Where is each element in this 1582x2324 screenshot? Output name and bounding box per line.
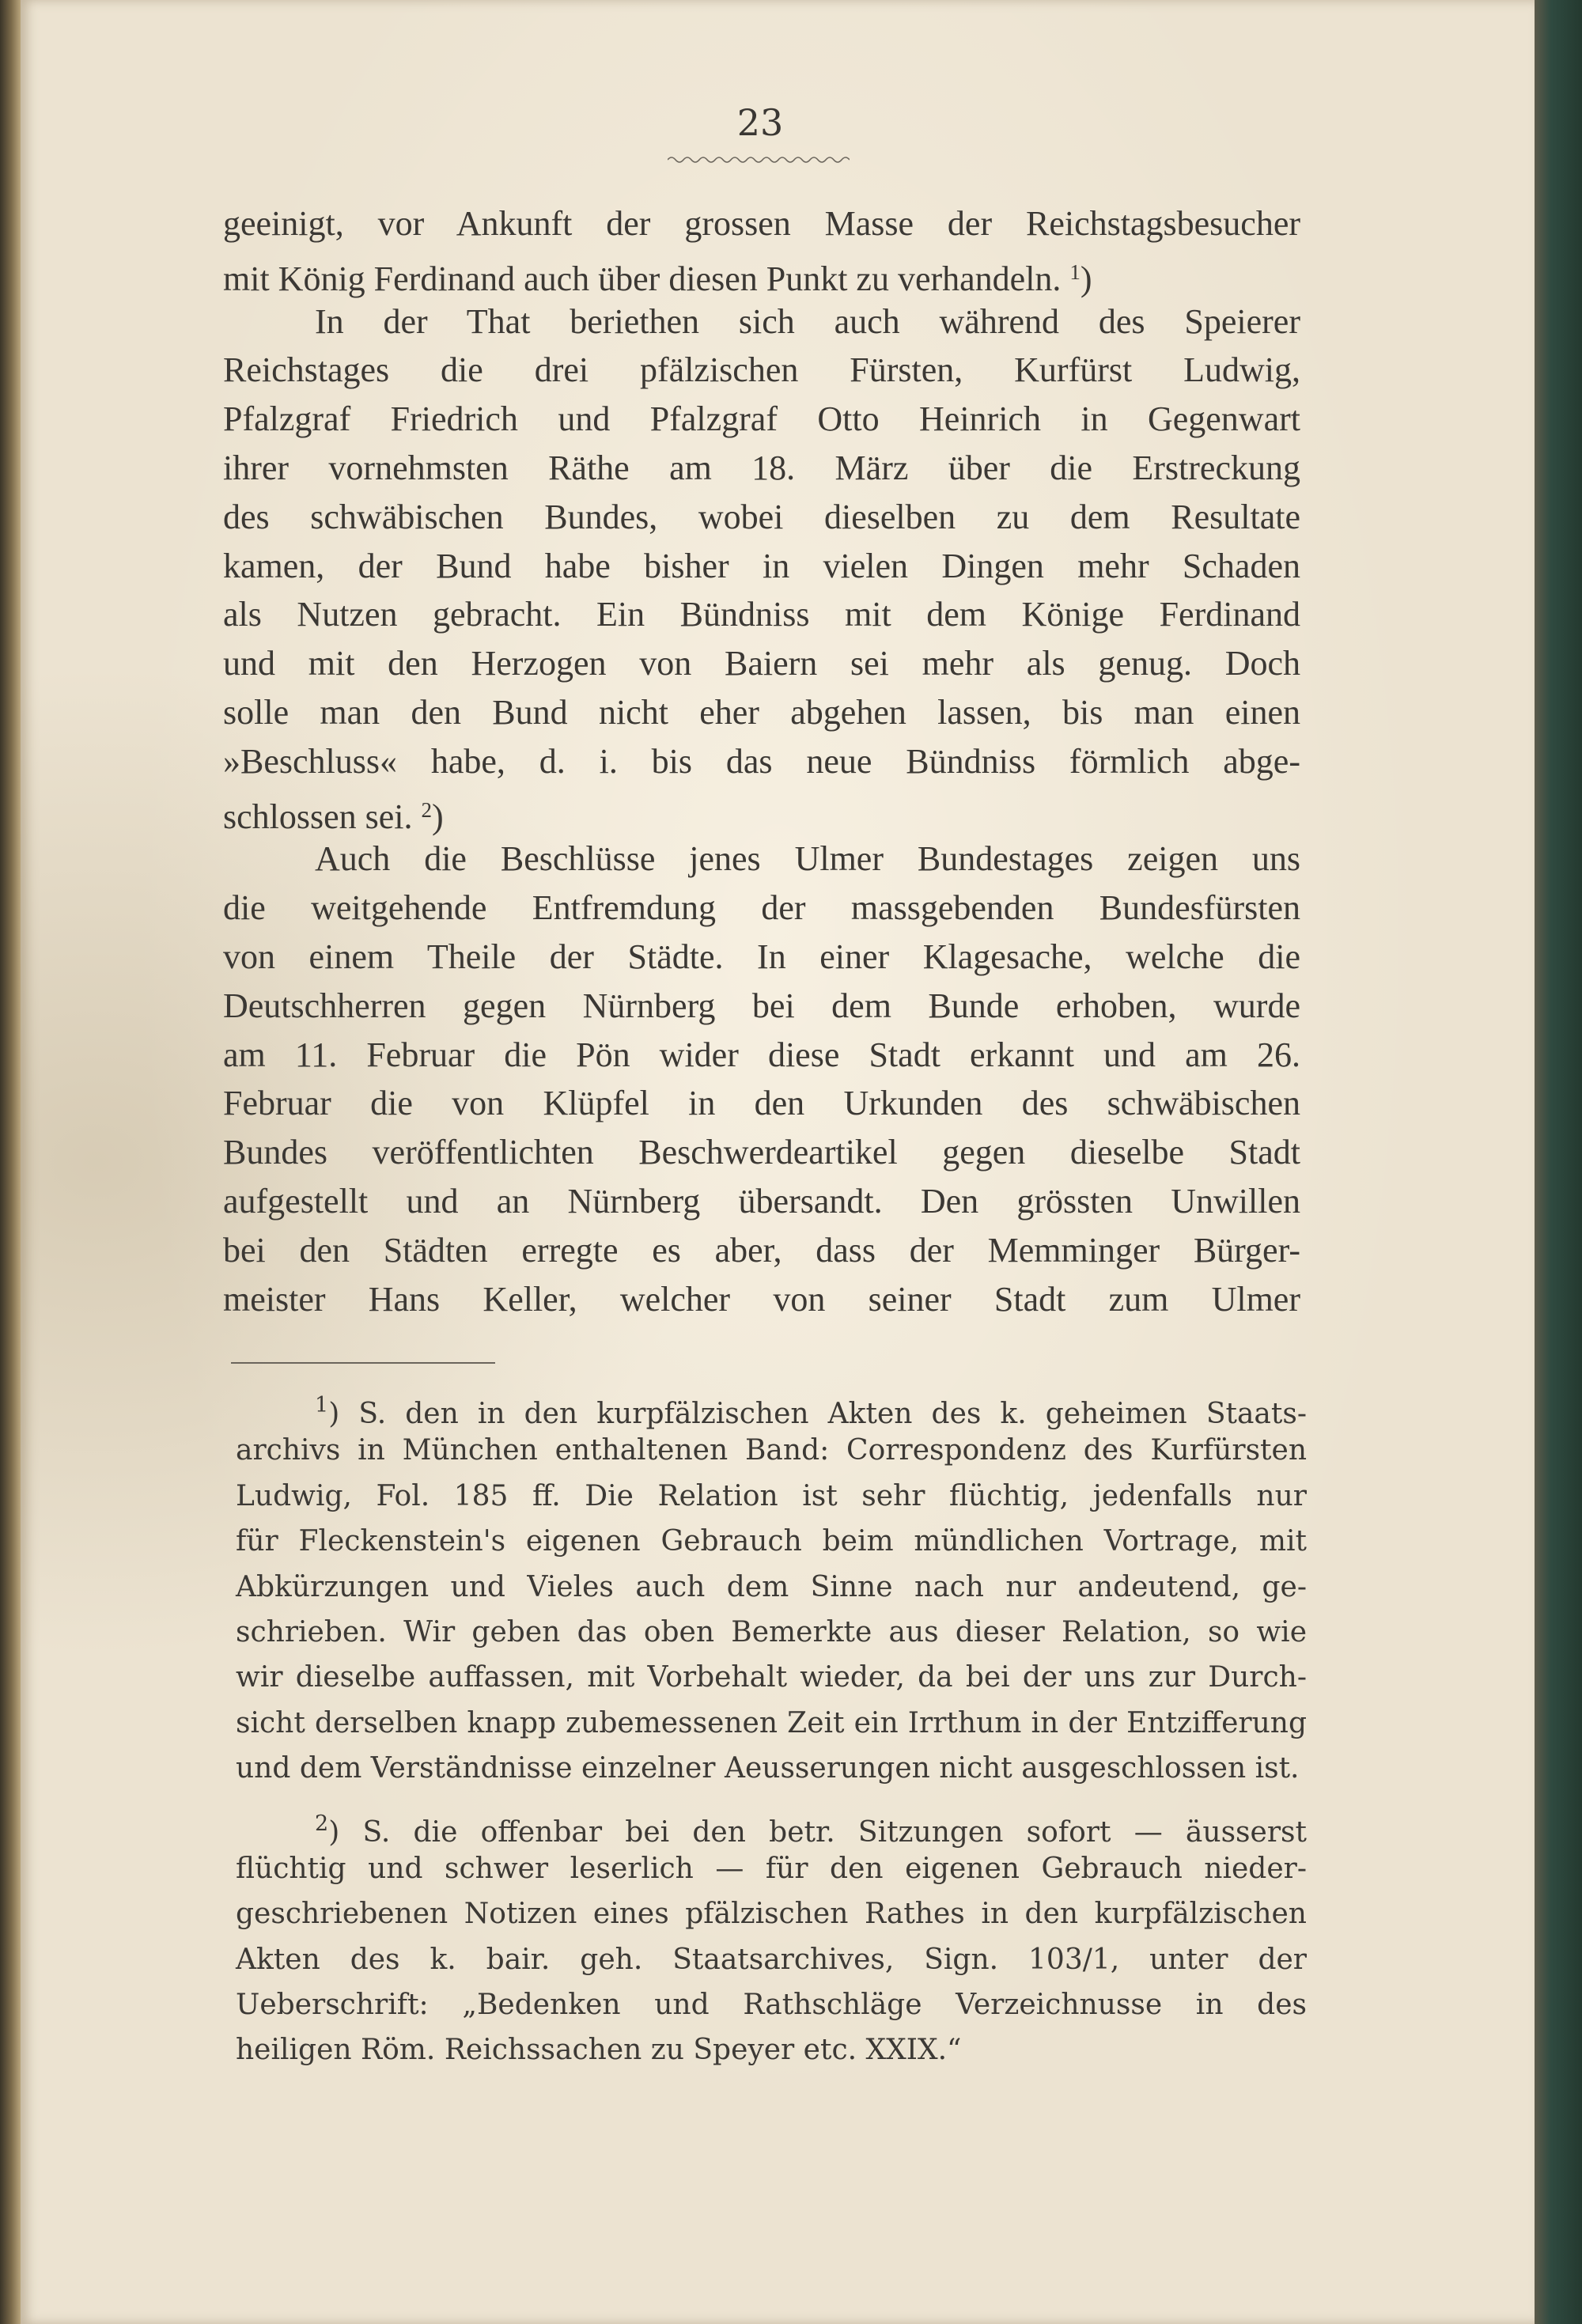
text-line: Auch die Beschlüsse jenes Ulmer Bundestages zeigen uns	[315, 839, 1300, 879]
footnote-gap	[236, 1792, 1307, 1801]
footnote-1-line: Ludwig, Fol. 185 ff. Die Relation ist sehr flüchtig, jedenfalls nur	[236, 1479, 1307, 1512]
footnote-marker-1: 1	[1069, 259, 1081, 284]
footnote-separator	[231, 1362, 495, 1364]
footnote-1-line: für Fleckenstein's eigenen Gebrauch beim mündlichen Vortrage, mit	[236, 1525, 1307, 1558]
text-line: ihrer vornehmsten Räthe am 18. März über die Erstreckung	[223, 448, 1300, 487]
text-line: aufgestellt und an Nürnberg übersandt. Den grössten Unwillen	[223, 1181, 1300, 1221]
left-page-edge	[0, 0, 21, 2324]
text-line	[223, 248, 1300, 297]
text-line: Bundes veröffentlichten Beschwerdeartikel gegen dieselbe Stadt	[223, 1133, 1300, 1172]
text-line	[223, 786, 1300, 835]
text-line: geeinigt, vor Ankunft der grossen Masse der Reichstagsbesucher	[223, 204, 1300, 243]
footnote-1-line: sicht derselben knapp zubemessenen Zeit ein Irrthum in der Entzifferung	[236, 1706, 1307, 1739]
text-line: als Nutzen gebracht. Ein Bündniss mit dem Könige Ferdinand	[223, 595, 1300, 634]
text-line: In der That beriethen sich auch während des Speierer	[315, 301, 1300, 341]
footnote-2-line: Ueberschrift: „Bedenken und Rathschläge Verzeichnusse in des	[236, 1989, 1307, 2022]
footnote-1-text: ) S. den in den kurpfälzischen Akten des k. geheimen Staats-	[328, 1398, 1307, 1430]
footnote-1-line: und dem Verständnisse einzelner Aeusserungen nicht ausgeschlossen ist.	[236, 1752, 1300, 1785]
page-number-ornament	[668, 155, 850, 165]
text-line: »Beschluss« habe, d. i. bis das neue Bündniss förmlich abge-	[223, 741, 1300, 781]
footnote-marker-paren: )	[432, 797, 444, 836]
text-line: die weitgehende Entfremdung der massgebenden Bundesfürsten	[223, 888, 1300, 928]
book-binding-edge	[1535, 0, 1582, 2324]
text-line: des schwäbischen Bundes, wobei dieselben zu dem Resultate	[223, 497, 1300, 536]
footnote-2-text: ) S. die offenbar bei den betr. Sitzungen sofort — äusserst	[328, 1815, 1307, 1849]
text-line: Februar die von Klüpfel in den Urkunden des schwäbischen	[223, 1084, 1300, 1123]
text-line: meister Hans Keller, welcher von seiner Stadt zum Ulmer	[223, 1279, 1300, 1319]
footnote-1-line	[236, 1383, 1307, 1428]
footnote-1-line: archivs in München enthaltenen Band: Correspondenz des Kurfürsten	[236, 1434, 1307, 1467]
text-line: und mit den Herzogen von Baiern sei mehr als genug. Doch	[223, 644, 1300, 683]
text-line-content: schlossen sei.	[223, 797, 413, 836]
footnote-2-line	[236, 1801, 1307, 1849]
page-number: 23	[736, 101, 784, 144]
footnote-marker-2: 2	[421, 797, 433, 822]
text-line: kamen, der Bund habe bisher in vielen Dingen mehr Schaden	[223, 546, 1300, 585]
text-line: Pfalzgraf Friedrich und Pfalzgraf Otto Heinrich in Gegenwart	[223, 399, 1300, 439]
text-line: Deutschherren gegen Nürnberg bei dem Bunde erhoben, wurde	[223, 986, 1300, 1025]
footnotes	[236, 1383, 1307, 2073]
footnote-2-line: flüchtig und schwer leserlich — für den eigenen Gebrauch nieder-	[236, 1852, 1307, 1885]
footnote-1-line: schrieben. Wir geben das oben Bemerkte aus dieser Relation, so wie	[236, 1615, 1307, 1648]
text-line-content: mit König Ferdinand auch über diesen Punkt zu verhandeln.	[223, 259, 1062, 298]
footnote-2-line: Akten des k. bair. geh. Staatsarchives, Sign. 103/1, unter der	[236, 1943, 1307, 1976]
footnote-1-marker: 1	[315, 1393, 329, 1417]
text-line: Reichstages die drei pfälzischen Fürsten, Kurfürst Ludwig,	[223, 350, 1300, 390]
footnote-1-line: wir dieselbe auffassen, mit Vorbehalt wieder, da bei der uns zur Durch-	[236, 1661, 1307, 1694]
footnote-1-line: Abkürzungen und Vieles auch dem Sinne nach nur andeutend, ge-	[236, 1570, 1307, 1603]
footnote-2-marker: 2	[315, 1811, 329, 1836]
text-line: bei den Städten erregte es aber, dass der Memminger Bürger-	[223, 1230, 1300, 1270]
text-line: solle man den Bund nicht eher abgehen lassen, bis man einen	[223, 692, 1300, 732]
footnote-2-line: heiligen Röm. Reichssachen zu Speyer etc. XXIX.“	[236, 2034, 962, 2067]
book-page	[21, 0, 1535, 2324]
main-text	[223, 199, 1300, 1323]
text-line: von einem Theile der Städte. In einer Klagesache, welche die	[223, 937, 1300, 976]
text-line: am 11. Februar die Pön wider diese Stadt erkannt und am 26.	[223, 1035, 1300, 1074]
footnote-marker-paren: )	[1080, 259, 1092, 298]
footnote-2-line: geschriebenen Notizen eines pfälzischen Rathes in den kurpfälzischen	[236, 1898, 1307, 1931]
